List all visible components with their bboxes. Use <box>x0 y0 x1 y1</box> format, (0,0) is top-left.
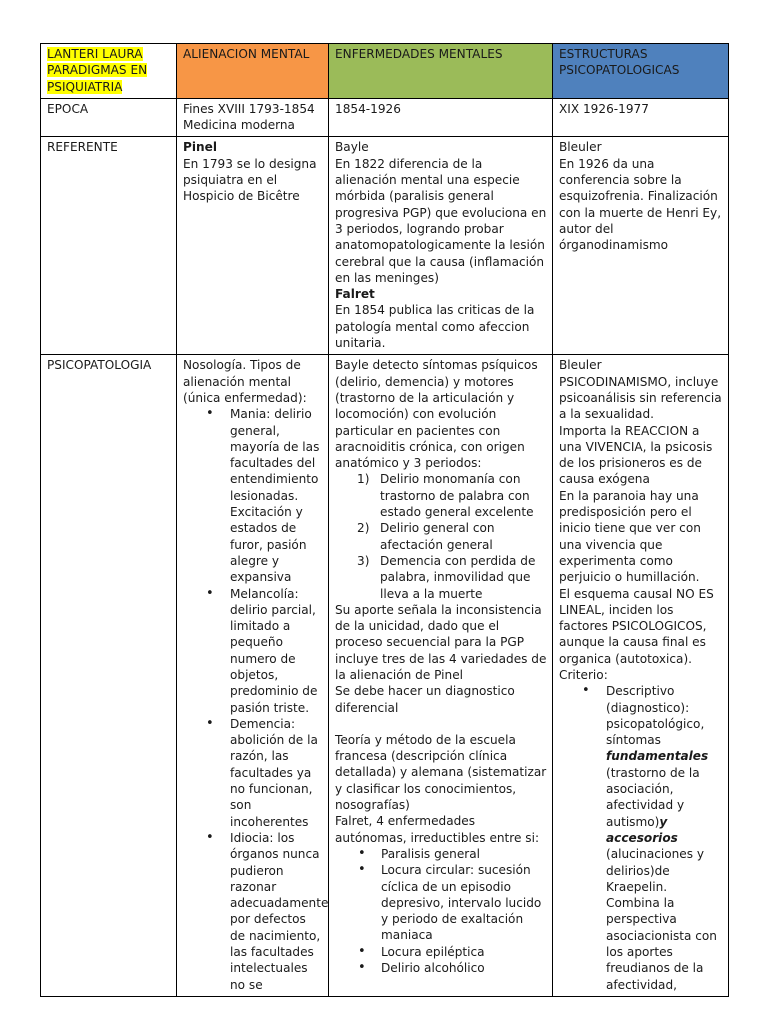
cell-paragraph: Bayle detecto síntomas psíquicos (delirio, demencia) y motores (trastorno de la articulación y locomoción) con evolución particular en pacientes con aracnoiditis crónica, con origen anatómico y 3 periodos: <box>335 358 538 471</box>
list-item: • Idiocia: los órganos nunca pudieron razonar adecuadamente por defectos de nacimiento, las facultades intelectuales no se <box>183 830 323 993</box>
header-paradigms-text: LANTERI LAURA PARADIGMAS EN PSIQUIATRIA <box>47 47 148 94</box>
periods-list <box>335 471 547 601</box>
cell-referente-enfermedades <box>329 137 553 355</box>
cell-text: Fines XVIII 1793-1854 Medicina moderna <box>183 101 315 133</box>
paragraph-gap <box>335 716 547 732</box>
referente-name-bleuler: Bleuler <box>559 140 602 155</box>
cell-paragraph: En 1822 diferencia de la alienación mental una especie mórbida (paralisis general progresiva PGP) que evoluciona en 3 periodos, logrando probar anatomopatologicamente la lesión cerebral que la causa (inflamación en las meninges) <box>335 156 547 285</box>
header-alienacion-text: ALIENACION MENTAL <box>183 47 310 61</box>
list-text: Delirio general con afectación general <box>380 521 495 552</box>
list-item <box>335 471 547 520</box>
cell-epoca-estructuras <box>553 98 729 137</box>
list-text: Demencia con perdida de palabra, inmovilidad que lleva a la muerte <box>380 553 536 601</box>
table-row-psicopatologia <box>41 355 729 997</box>
cell-paragraph: Teoría y método de la escuela francesa (descripción clínica detallada) y alemana (sistematizar y clasificar los conocimientos, nosografías) <box>335 732 547 813</box>
document-page <box>40 43 728 992</box>
emphasis-text: fundamentales <box>606 749 709 764</box>
cell-paragraph: Importa la REACCION a una VIVENCIA, la psicosis de los prisioneros es de causa exógena <box>559 423 713 487</box>
cell-referente-alienacion <box>177 137 329 355</box>
list-number: 1) <box>357 472 370 487</box>
header-estructuras-text: ESTRUCTURAS PSICOPATOLOGICAS <box>559 47 680 78</box>
cell-paragraph: Su aporte señala la inconsistencia de la unicidad, dado que el proceso secuencial para la PGP incluye tres de las 4 variedades de la alienación de Pinel <box>335 602 547 682</box>
cell-epoca-enfermedades <box>329 98 553 137</box>
row-label-epoca <box>41 98 177 137</box>
row-label-psicopatologia <box>41 355 177 997</box>
criteria-list <box>559 683 723 993</box>
cell-text: 1854-1926 <box>335 101 401 116</box>
list-text: Descriptivo (diagnostico): psicopatológico, síntomas <box>606 684 705 748</box>
referente-name-falret: Falret <box>335 287 375 302</box>
header-enfermedades-text: ENFERMEDADES MENTALES <box>335 47 503 61</box>
referente-name-bayle: Bayle <box>335 140 369 155</box>
header-cell-estructuras <box>553 44 729 99</box>
cell-paragraph: En la paranoia hay una predisposición pero el inicio tiene que ver con una vivencia que experimenta como perjuicio o humillación. <box>559 488 701 585</box>
list-item: • Demencia: abolición de la razón, las facultades ya no funcionan, son incoherentes <box>183 716 323 830</box>
row-label-text: PSICOPATOLOGIA <box>47 358 152 373</box>
list-number: 3) <box>357 553 370 568</box>
cell-paragraph: Bleuler <box>559 358 602 373</box>
cell-referente-estructuras <box>553 137 729 355</box>
row-label-text: EPOCA <box>47 101 89 116</box>
header-cell-paradigms <box>41 44 177 99</box>
referente-name-pinel: Pinel <box>183 140 217 155</box>
alienation-types-list <box>183 406 329 993</box>
cell-paragraph: Nosología. Tipos de alienación mental (única enfermedad): <box>183 358 307 405</box>
cell-psicopatologia-enfermedades <box>329 355 553 997</box>
list-text: (trastorno de la asociación, afectividad y autismo) <box>606 765 700 829</box>
cell-paragraph: PSICODINAMISMO, incluye psicoanálisis sin referencia a la sexualidad. <box>559 374 722 422</box>
list-item <box>559 683 723 993</box>
cell-psicopatologia-estructuras <box>553 355 729 997</box>
cell-epoca-alienacion <box>177 98 329 137</box>
list-text: Delirio monomanía con trastorno de palabra con estado general excelente <box>380 472 534 520</box>
cell-paragraph: Criterio: <box>559 667 608 682</box>
list-item <box>335 520 547 553</box>
paradigms-table <box>40 43 729 997</box>
list-text: (alucinaciones y delirios)de Kraepelin. <box>606 847 705 894</box>
cell-paragraph: En 1926 da una conferencia sobre la esquizofrenia. Finalización con la muerte de Henri Ey, autor del órganodinamismo <box>559 156 722 253</box>
table-header-row <box>41 44 729 99</box>
list-item: • Paralisis general <box>335 846 547 862</box>
list-item <box>335 553 547 602</box>
cell-paragraph: El esquema causal NO ES LINEAL, inciden los factores PSICOLOGICOS, aunque la causa final es organica (autotoxica). <box>559 586 714 666</box>
list-item: • Locura circular: sucesión cíclica de un episodio depresivo, intervalo lucido y periodo de exaltación maniaca <box>335 862 547 943</box>
table-row-referente <box>41 137 729 355</box>
list-item: • Melancolía: delirio parcial, limitado a pequeño numero de objetos, predominio de pasión triste. <box>183 586 323 716</box>
cell-paragraph: En 1854 publica las criticas de la patología mental como afeccion unitaria. <box>335 303 535 351</box>
row-label-referente <box>41 137 177 355</box>
emphasis-text: y accesorios <box>606 814 678 845</box>
cell-paragraph: Se debe hacer un diagnostico diferencial <box>335 684 515 715</box>
cell-paragraph: Falret, 4 enfermedades autónomas, irreductibles entre si: <box>335 814 540 845</box>
cell-psicopatologia-alienacion <box>177 355 329 997</box>
cell-paragraph: En 1793 se lo designa psiquiatra en el Hospicio de Bicêtre <box>183 156 317 204</box>
list-item: • Mania: delirio general, mayoría de las facultades del entendimiento lesionadas. Excitación y estados de furor, pasión alegre y expansiva <box>183 406 323 585</box>
list-text: Combina la perspectiva asociacionista con los aportes freudianos de la afectividad, <box>606 896 717 992</box>
row-label-text: REFERENTE <box>47 140 118 155</box>
falret-diseases-list <box>335 846 547 976</box>
header-cell-enfermedades <box>329 44 553 99</box>
list-number: 2) <box>357 521 370 536</box>
table-row-epoca <box>41 98 729 137</box>
list-item: • Delirio alcohólico <box>335 960 547 976</box>
cell-text: XIX 1926-1977 <box>559 101 649 116</box>
list-item: • Locura epiléptica <box>335 944 547 960</box>
header-cell-alienacion <box>177 44 329 99</box>
